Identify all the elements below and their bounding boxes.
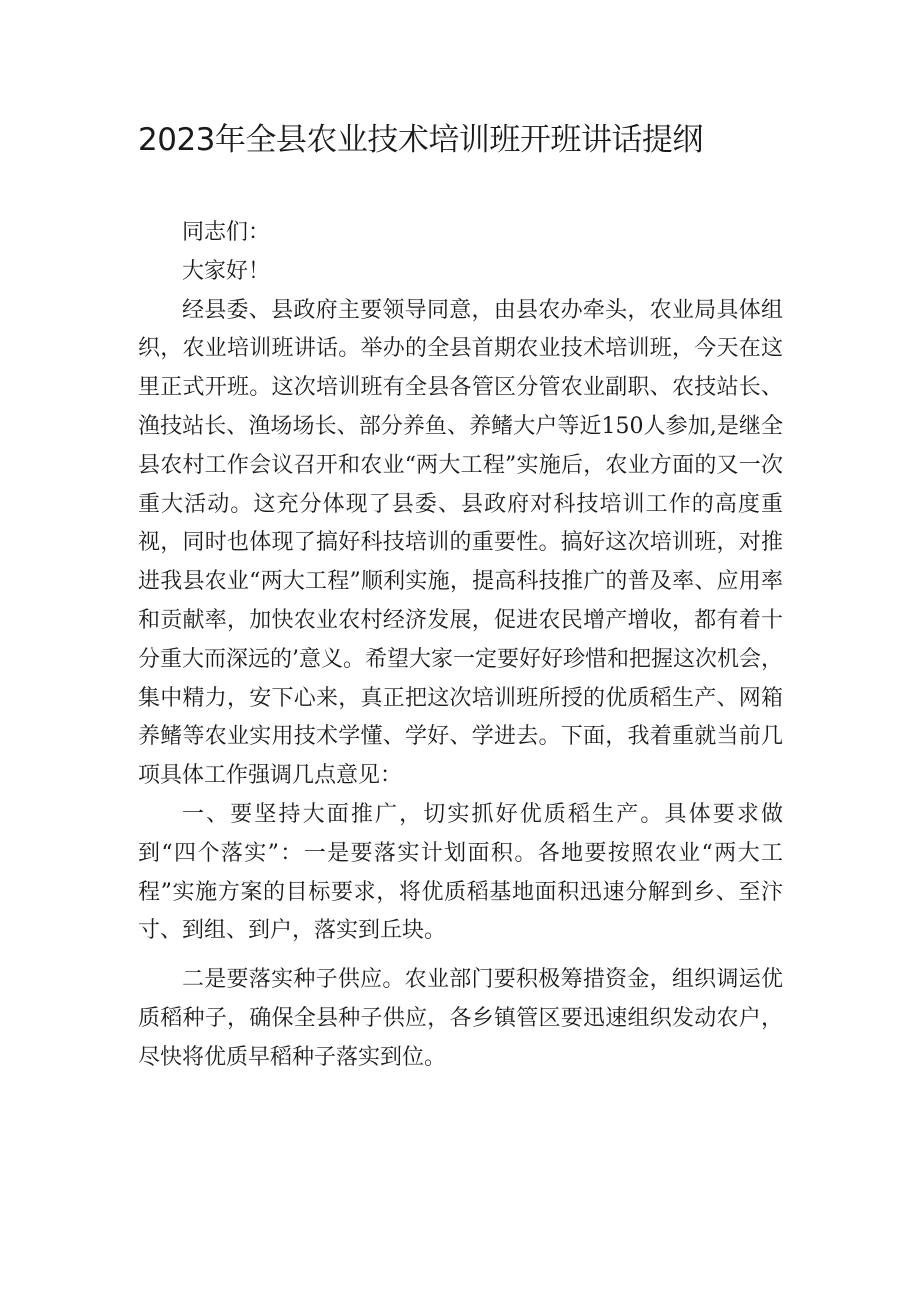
point-two-paragraph: 二是要落实种子供应。农业部门要积极筹措资金，组织调运优质稻种子，确保全县种子供应，各乡镇管区要迅速组织发动农户，尽快将优质早稻种子落实到位。 bbox=[138, 967, 783, 1070]
salutation: 同志们： bbox=[182, 220, 271, 245]
greeting: 大家好！ bbox=[182, 258, 271, 284]
document-title: 2023年全县农业技术培训班开班讲话提纲 bbox=[138, 122, 703, 158]
point-one-paragraph: 一、要坚持大面推广，切实抓好优质稻生产。具体要求做到“四个落实”：一是要落实计划面积。各地要按照农业“两大工程”实施方案的目标要求，将优质稻基地面积迅速分解到乡、至汴寸、到组、到户，落实到丘块。 bbox=[138, 801, 783, 944]
intro-paragraph: 经县委、县政府主要领导同意，由县农办牵头，农业局具体组织，农业培训班讲话。举办的全县首期农业技术培训班，今天在这里正式开班。这次培训班有全县各管区分管农业副职、农技站长、渔技站长、渔场场长、部分养鱼、养鳍大户等近150人参加,是继全县农村工作会议召开和农业“两大工程”实施后，农业方面的又一次重大活动。这充分体现了县委、县政府对科技培训工作的高度重视，同时也体现了搞好科技培训的重要性。搞好这次培训班，对推进我县农业“两大工程”顺利实施，提高科技推广的普及率、应用率和贡献率，加快农业农村经济发展，促进农民增产增收，都有着十分重大而深远的’意义。希望大家一定要好好珍惜和把握这次机会，集中精力，安下心来，真正把这次培训班所授的优质稻生产、网箱养鳍等农业实用技术学懂、学好、学进去。下面，我着重就当前几项具体工作强调几点意见： bbox=[138, 297, 783, 789]
document-body bbox=[138, 214, 783, 1078]
